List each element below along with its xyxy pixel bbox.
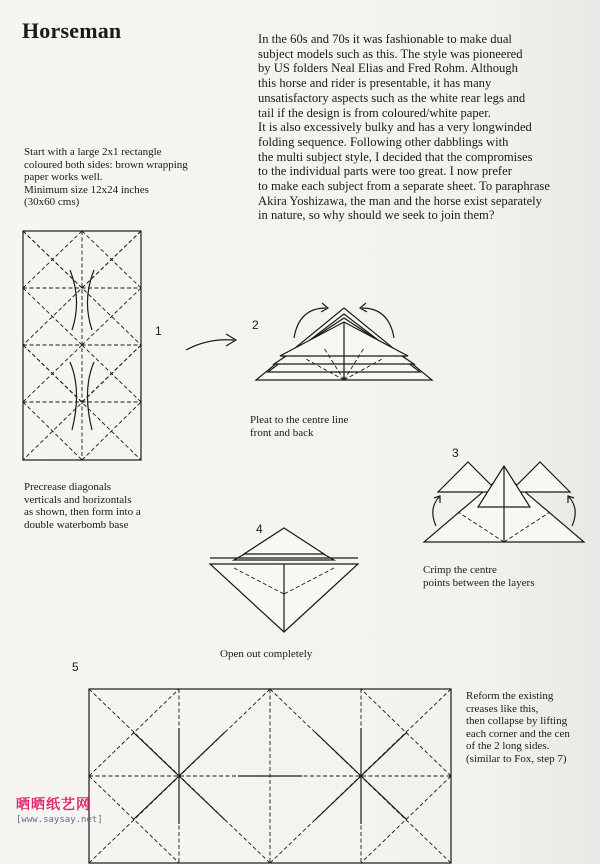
watermark-logo: 晒晒纸艺网 xyxy=(16,797,91,813)
step2-caption: Pleat to the centre line front and back xyxy=(250,414,349,439)
step2-diagram xyxy=(244,288,444,398)
page-title: Horseman xyxy=(22,18,122,43)
watermark-url: [www.saysay.net] xyxy=(16,815,103,825)
step4-diagram xyxy=(204,524,364,636)
step2-number: 2 xyxy=(252,318,259,332)
step3-caption: Crimp the centre points between the layers xyxy=(423,564,535,589)
intro-paragraph: In the 60s and 70s it was fashionable to make dual subject models such as this. The style was pioneered by US folders Neal Elias and Fred Rohm. Although this horse and rider is presentable, it has many unsatisfactory aspects such as the white rear legs and tail if the design is from coloured/white paper. It is also excessively bulky and has a very longwinded folding sequence. Following other dabblings with the multi subject style, I decided that the compromises to the individual parts were too great. I now prefer to make each subject from a separate sheet. To paraphrase Akira Yoshizawa, the man and the horse exist separately in nature, so why should we seek to join them? xyxy=(258,32,550,223)
start-note: Start with a large 2x1 rectangle coloured both sides: brown wrapping paper works well. Minimum size 12x24 inches (30x60 cms) xyxy=(24,146,188,209)
step3-diagram xyxy=(418,452,590,552)
step4-number: 4 xyxy=(256,522,263,536)
step5-crease-diagram xyxy=(88,688,452,864)
step5-caption: Reform the existing creases like this, then collapse by lifting each corner and the cen of the 2 long sides. (similar to Fox, step 7) xyxy=(466,690,570,765)
step5-number: 5 xyxy=(72,660,79,674)
step1-caption: Precrease diagonals verticals and horizontals as shown, then form into a double waterbomb base xyxy=(24,481,141,531)
step1-crease-diagram xyxy=(22,230,142,462)
step4-caption: Open out completely xyxy=(220,648,313,660)
step1-number: 1 xyxy=(155,324,162,338)
step1-arrow xyxy=(184,332,240,354)
step3-number: 3 xyxy=(452,446,459,460)
